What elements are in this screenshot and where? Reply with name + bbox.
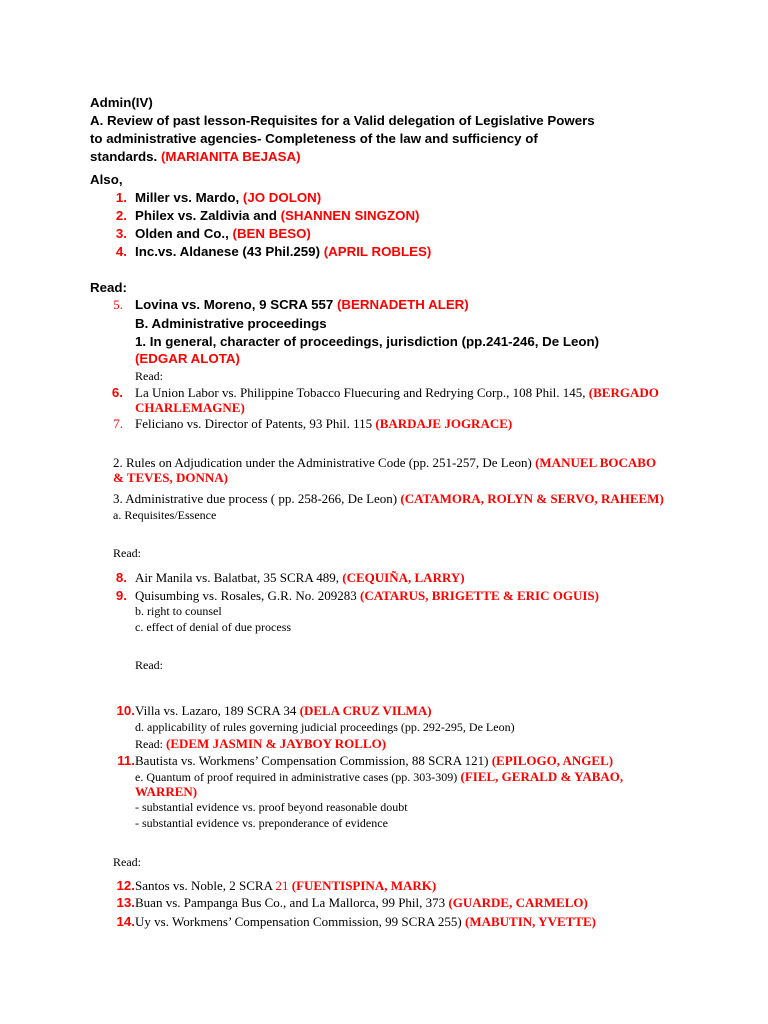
section-b3e-text: e. Quantum of proof required in administrative cases (pp. 303-309) — [135, 770, 458, 784]
also-item-4 — [135, 243, 431, 260]
item-7-text: Feliciano vs. Director of Patents, 93 Phil. 115 — [135, 416, 373, 431]
item-9-text: Quisumbing vs. Rosales, G.R. No. 209283 — [135, 588, 357, 603]
section-b3d: d. applicability of rules governing judicial proceedings (pp. 292-295, De Leon) — [135, 720, 515, 734]
item-10-assignee: (DELA CRUZ VILMA) — [299, 703, 432, 718]
also-item-1-assignee: (JO DOLON) — [242, 190, 322, 205]
also-item-1-number: 1. — [115, 190, 127, 205]
item-11-assignee: (EPILOGO, ANGEL) — [491, 753, 614, 768]
also-item-3-number: 3. — [115, 226, 127, 241]
also-item-2-assignee: (SHANNEN SINGZON) — [280, 208, 420, 223]
read-d-label: Read: — [135, 737, 163, 751]
read-label-2: Read: — [135, 369, 163, 383]
read-label-3: Read: — [113, 546, 141, 560]
item-5-text: Lovina vs. Moreno, 9 SCRA 557 — [135, 297, 334, 312]
item-9-number: 9. — [115, 588, 127, 603]
also-item-4-number: 4. — [115, 244, 127, 259]
section-b3-assignee: (CATAMORA, ROLYN & SERVO, RAHEEM) — [400, 491, 664, 506]
bullet-2: - substantial evidence vs. preponderance of evidence — [135, 816, 388, 830]
also-item-2-number: 2. — [115, 208, 127, 223]
also-item-4-assignee: (APRIL ROBLES) — [323, 244, 432, 259]
item-9 — [135, 587, 599, 604]
item-12-page-number: 21 — [275, 878, 289, 893]
item-8-number: 8. — [115, 570, 127, 585]
also-item-4-text: Inc.vs. Aldanese (43 Phil.259) — [135, 244, 321, 259]
item-7-number: 7. — [113, 416, 123, 431]
item-7-assignee: (BARDAJE JOGRACE) — [375, 416, 513, 431]
item-7 — [135, 415, 512, 432]
section-a-line3-text: standards. — [90, 149, 158, 164]
item-5-number: 5. — [113, 297, 123, 312]
read-label-5: Read: — [113, 855, 141, 869]
item-6-assignee-part2: CHARLEMAGNE) — [135, 400, 245, 415]
read-d-assignee: (EDEM JASMIN & JAYBOY ROLLO) — [166, 736, 387, 751]
section-b2-assignee-part2: & TEVES, DONNA) — [113, 470, 228, 485]
item-10-text: Villa vs. Lazaro, 189 SCRA 34 — [135, 703, 297, 718]
item-13-assignee: (GUARDE, CARMELO) — [448, 895, 588, 910]
also-item-3-assignee: (BEN BESO) — [232, 226, 311, 241]
section-a-line2: to administrative agencies- Completeness of the law and sufficiency of — [90, 131, 538, 146]
item-12-number: 12. — [116, 878, 135, 893]
section-a-assignee: (MARIANITA BEJASA) — [160, 149, 301, 164]
item-8-assignee: (CEQUIÑA, LARRY) — [342, 570, 465, 585]
item-9-assignee: (CATARUS, BRIGETTE & ERIC OGUIS) — [359, 588, 599, 603]
section-b3b: b. right to counsel — [135, 604, 222, 618]
also-item-2 — [135, 207, 419, 224]
item-13-number: 13. — [116, 895, 135, 910]
item-14-text: Uy vs. Workmens’ Compensation Commission, 99 SCRA 255) — [135, 914, 462, 929]
item-11-text: Bautista vs. Workmens’ Compensation Commission, 88 SCRA 121) — [135, 753, 489, 768]
item-14 — [135, 913, 596, 930]
section-b3c: c. effect of denial of due process — [135, 620, 292, 634]
item-14-number: 14. — [116, 914, 135, 929]
section-a-line1: A. Review of past lesson-Requisites for a Valid delegation of Legislative Powers — [90, 113, 595, 128]
also-item-2-text: Philex vs. Zaldivia and — [135, 208, 277, 223]
section-b1-assignee: (EDGAR ALOTA) — [135, 351, 240, 366]
item-5 — [135, 296, 469, 313]
section-b3e-assignee-part1: (FIEL, GERALD & YABAO, — [460, 769, 624, 784]
item-12-assignee: (FUENTISPINA, MARK) — [291, 878, 437, 893]
section-b3e — [135, 768, 623, 786]
section-b2-text: 2. Rules on Adjudication under the Administrative Code (pp. 251-257, De Leon) — [113, 455, 532, 470]
item-6-assignee-part1: (BERGADO — [588, 385, 659, 400]
item-14-assignee: (MABUTIN, YVETTE) — [465, 914, 596, 929]
item-5-assignee: (BERNADETH ALER) — [336, 297, 469, 312]
item-12-text: Santos vs. Noble, 2 SCRA — [135, 878, 273, 893]
item-6-number: 6. — [111, 385, 123, 400]
item-13 — [135, 894, 588, 911]
also-item-1-text: Miller vs. Mardo, — [135, 190, 240, 205]
item-11-number: 11. — [117, 753, 135, 768]
section-b2-assignee-part1: (MANUEL BOCABO — [535, 455, 657, 470]
item-11 — [135, 752, 613, 769]
document-title: Admin(IV) — [90, 95, 153, 110]
section-b3-text: 3. Administrative due process ( pp. 258-266, De Leon) — [113, 491, 398, 506]
item-10-number: 10. — [116, 703, 135, 718]
read-d — [135, 735, 386, 753]
section-a-line3 — [90, 148, 301, 165]
item-8-text: Air Manila vs. Balatbat, 35 SCRA 489, — [135, 570, 340, 585]
section-b3 — [113, 490, 664, 507]
also-item-3 — [135, 225, 311, 242]
also-item-3-text: Olden and Co., — [135, 226, 229, 241]
item-12 — [135, 877, 436, 894]
section-b-heading: B. Administrative proceedings — [135, 316, 327, 331]
item-10 — [135, 702, 432, 719]
item-8 — [135, 569, 465, 586]
bullet-1: - substantial evidence vs. proof beyond reasonable doubt — [135, 800, 408, 814]
section-b3e-assignee-part2: WARREN) — [135, 784, 198, 799]
section-b1-text: 1. In general, character of proceedings, jurisdiction (pp.241-246, De Leon) — [135, 334, 600, 349]
section-b3a: a. Requisites/Essence — [113, 508, 217, 522]
item-6-text: La Union Labor vs. Philippine Tobacco Fluecuring and Redrying Corp., 108 Phil. 145, — [135, 385, 586, 400]
read-label-1: Read: — [90, 280, 127, 295]
item-13-text: Buan vs. Pampanga Bus Co., and La Mallorca, 99 Phil, 373 — [135, 895, 446, 910]
read-label-4: Read: — [135, 658, 163, 672]
also-label: Also, — [90, 172, 123, 187]
also-item-1 — [135, 189, 321, 206]
